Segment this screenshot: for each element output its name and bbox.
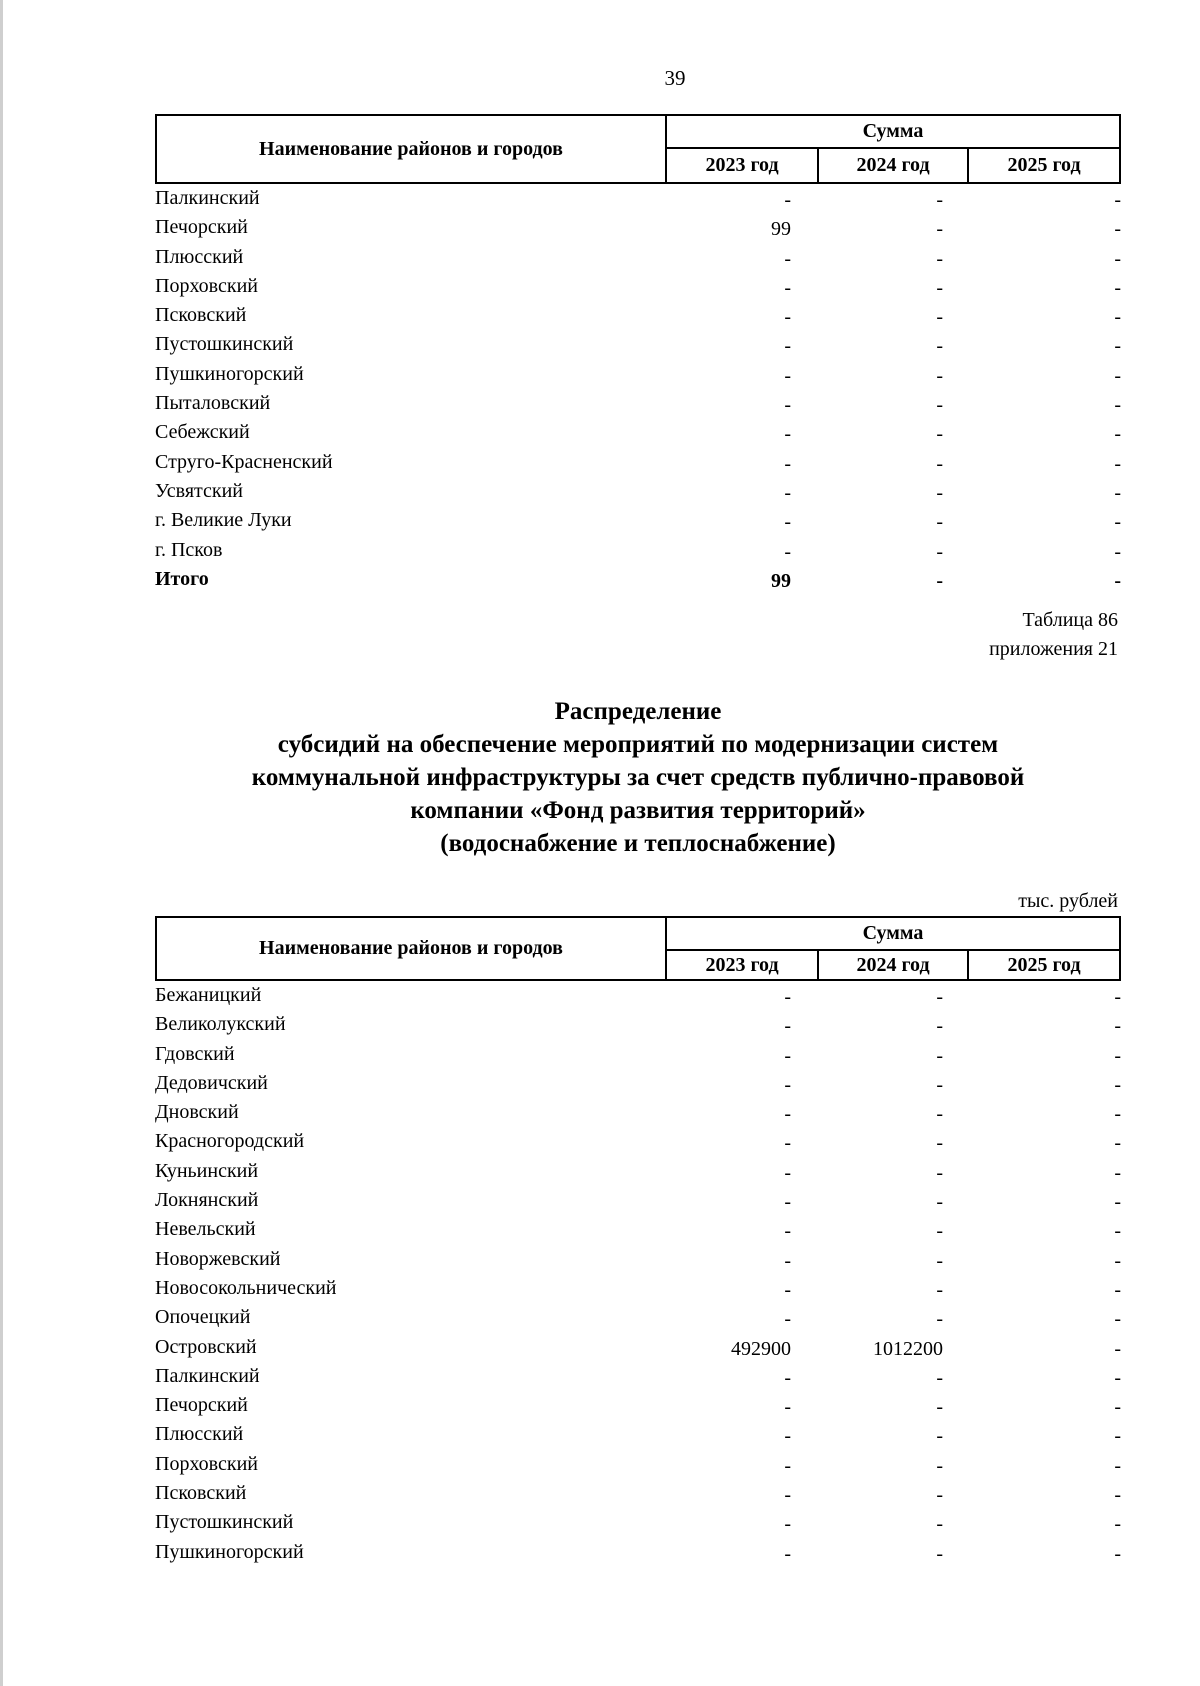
value-2024: - [936,1103,943,1126]
table-row [155,389,1121,418]
header-name-column: Наименование районов и городов [157,116,667,182]
value-2025: - [1114,1337,1121,1360]
value-2023: 99 [771,218,791,241]
value-2023: - [784,364,791,387]
value-2025: - [1114,481,1121,504]
table-row [155,1538,1121,1567]
district-name: Порховский [155,274,259,297]
value-2023: - [784,1513,791,1536]
value-2024: - [936,511,943,534]
district-name: Пыталовский [155,392,271,415]
value-2023: - [784,1484,791,1507]
value-2024: - [936,1191,943,1214]
district-name: Опочецкий [155,1306,251,1329]
value-2023: - [784,1015,791,1038]
value-2024: - [936,1425,943,1448]
value-2025: - [1114,1278,1121,1301]
value-2023: 492900 [731,1337,791,1360]
district-name: г. Псков [155,538,223,561]
header-sum: Сумма [667,918,1119,951]
page-number: 39 [664,66,686,90]
header-year-2023: 2023 год [667,951,819,979]
district-name: Новосокольнический [155,1276,337,1299]
value-2023: - [784,306,791,329]
district-name: Новоржевский [155,1247,281,1270]
value-2024: - [936,276,943,299]
value-2025: - [1114,1191,1121,1214]
document-title [155,695,1121,860]
value-2024: - [936,1161,943,1184]
value-2023: - [784,452,791,475]
value-2023: - [784,511,791,534]
value-2024: - [936,394,943,417]
value-2024: - [936,481,943,504]
value-2024: - [936,1044,943,1067]
table-row [155,1508,1121,1537]
value-2025: - [1114,1484,1121,1507]
value-2024: - [936,1396,943,1419]
units-label: тыс. рублей [1018,890,1118,912]
value-2025: - [1114,1220,1121,1243]
value-2023: - [784,189,791,211]
table-header [155,114,1121,184]
table-row [155,448,1121,477]
value-2023: - [784,1103,791,1126]
table-row [155,1040,1121,1069]
district-name: г. Великие Луки [155,509,292,532]
table-row [155,1420,1121,1449]
appendix-number: приложения 21 [989,638,1118,660]
value-2023: - [784,1396,791,1419]
district-name: Дедовичский [155,1071,268,1094]
value-2024: - [936,1513,943,1536]
district-name: Великолукский [155,1013,286,1036]
table-row [155,1303,1121,1332]
value-2023: - [784,1191,791,1214]
value-2024: - [936,1220,943,1243]
table-row [155,1215,1121,1244]
header-year-2024: 2024 год [819,951,969,979]
value-2024: - [936,218,943,241]
value-2023: - [784,1454,791,1477]
table-row [155,1069,1121,1098]
table-row [155,1333,1121,1362]
value-2025: - [1114,1073,1121,1096]
value-2024: - [936,986,943,1008]
value-2025: - [1114,218,1121,241]
value-2025: - [1114,1132,1121,1155]
header-year-2023: 2023 год [667,149,819,182]
value-2024: - [936,1484,943,1507]
subsidy-table [155,916,1121,1567]
table-row [155,1479,1121,1508]
table-row [155,184,1121,213]
district-name: Палкинский [155,1364,260,1387]
value-2023: - [784,276,791,299]
table-row [155,1186,1121,1215]
table-number: Таблица 86 [1022,609,1118,631]
value-2025: - [1114,1161,1121,1184]
header-year-2025: 2025 год [1007,953,1081,976]
value-2024: - [936,306,943,329]
district-name: Гдовский [155,1042,235,1065]
value-2024: - [936,452,943,475]
table-row [155,981,1121,1010]
table-row [155,1362,1121,1391]
table-reference [989,606,1118,664]
table-row [155,1157,1121,1186]
value-2023: 99 [771,569,791,592]
value-2023: - [784,1425,791,1448]
value-2023: - [784,986,791,1008]
table-row [155,536,1121,565]
value-2023: - [784,1073,791,1096]
table-row [155,213,1121,242]
value-2025: - [1114,1103,1121,1126]
district-name: Красногородский [155,1130,305,1153]
district-name: Пушкиногорский [155,1540,304,1563]
table-row [155,1391,1121,1420]
table-row [155,1098,1121,1127]
value-2024: - [936,1308,943,1331]
header-year-2025: 2025 год [1007,154,1081,176]
value-2025: - [1114,1308,1121,1331]
district-name: Итого [155,567,209,590]
value-2023: - [784,1044,791,1067]
district-name: Печорский [155,216,248,239]
district-name: Пушкиногорский [155,362,304,385]
value-2024: - [936,364,943,387]
title-line: субсидий на обеспечение мероприятий по модернизации систем [277,731,999,758]
title-line: Распределение [554,698,722,725]
title-line: (водоснабжение и теплоснабжение) [440,830,836,857]
value-2025: - [1114,1513,1121,1536]
district-name: Невельский [155,1218,256,1241]
value-2023: - [784,1542,791,1565]
table-continued [155,114,1121,594]
value-2023: - [784,335,791,358]
value-2024: - [936,1132,943,1155]
value-2025: - [1114,276,1121,299]
value-2025: - [1114,1396,1121,1419]
value-2024: - [936,423,943,446]
value-2023: - [784,540,791,563]
value-2025: - [1114,306,1121,329]
table-row [155,1274,1121,1303]
district-name: Островский [155,1335,257,1358]
header-year-2024: 2024 год [819,149,969,182]
value-2025: - [1114,1044,1121,1067]
value-2025: - [1114,423,1121,446]
table-row [155,477,1121,506]
value-2025: - [1114,540,1121,563]
value-2024: 1012200 [873,1337,943,1360]
value-2024: - [936,1249,943,1272]
district-name: Палкинский [155,187,260,209]
value-2025: - [1114,986,1121,1008]
value-2024: - [936,1366,943,1389]
value-2023: - [784,1278,791,1301]
district-name: Пустошкинский [155,1511,294,1534]
value-2023: - [784,481,791,504]
value-2023: - [784,423,791,446]
value-2025: - [1114,335,1121,358]
title-line: компании «Фонд развития территорий» [410,797,866,824]
district-name: Псковский [155,1482,247,1505]
district-name: Псковский [155,304,247,327]
value-2025: - [1114,247,1121,270]
value-2024: - [936,540,943,563]
value-2023: - [784,394,791,417]
header-name-column: Наименование районов и городов [157,918,667,979]
value-2025: - [1114,189,1121,211]
value-2025: - [1114,1454,1121,1477]
table-row [155,1010,1121,1039]
district-name: Локнянский [155,1189,259,1212]
value-2024: - [936,1454,943,1477]
header-sum: Сумма [667,116,1119,149]
table-row [155,301,1121,330]
district-name: Плюсский [155,1423,244,1446]
table-row [155,360,1121,389]
table-body [155,184,1121,594]
value-2025: - [1114,452,1121,475]
total-row [155,565,1121,594]
table-row [155,1245,1121,1274]
value-2023: - [784,1366,791,1389]
value-2024: - [936,335,943,358]
value-2023: - [784,1161,791,1184]
value-2024: - [936,1542,943,1565]
value-2023: - [784,1220,791,1243]
district-name: Порховский [155,1452,259,1475]
district-name: Плюсский [155,245,244,268]
value-2024: - [936,1073,943,1096]
value-2025: - [1114,1425,1121,1448]
value-2024: - [936,1015,943,1038]
district-name: Дновский [155,1101,239,1124]
value-2024: - [936,1278,943,1301]
table-row [155,272,1121,301]
table-body [155,981,1121,1567]
table-row [155,506,1121,535]
value-2023: - [784,1249,791,1272]
district-name: Печорский [155,1394,248,1417]
value-2025: - [1114,511,1121,534]
district-name: Пустошкинский [155,333,294,356]
value-2024: - [936,189,943,211]
table-row [155,1127,1121,1156]
value-2023: - [784,1308,791,1331]
value-2025: - [1114,1542,1121,1565]
table-row [155,418,1121,447]
value-2023: - [784,247,791,270]
district-name: Струго-Красненский [155,450,333,473]
table-row [155,1450,1121,1479]
value-2024: - [936,247,943,270]
title-line: коммунальной инфраструктуры за счет средств публично-правовой [251,764,1025,791]
value-2025: - [1114,394,1121,417]
value-2025: - [1114,1015,1121,1038]
district-name: Куньинский [155,1159,259,1182]
value-2025: - [1114,1249,1121,1272]
value-2025: - [1114,364,1121,387]
page-edge [0,0,3,1686]
district-name: Бежаницкий [155,984,262,1006]
value-2024: - [936,569,943,592]
district-name: Себежский [155,421,250,444]
table-row [155,243,1121,272]
value-2023: - [784,1132,791,1155]
value-2025: - [1114,569,1121,592]
value-2025: - [1114,1366,1121,1389]
table-row [155,330,1121,359]
district-name: Усвятский [155,479,243,502]
table-header [155,916,1121,981]
